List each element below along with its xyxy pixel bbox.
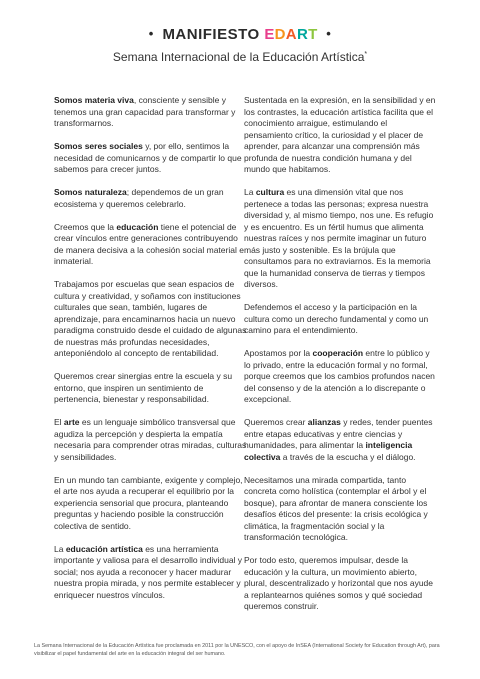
right-column: [244, 95, 438, 624]
emphasis-text: educación artística: [65, 543, 143, 554]
manifesto-paragraph: [244, 417, 438, 463]
subtitle: [0, 46, 480, 66]
logo-letter: A: [285, 26, 297, 43]
manifesto-paragraph: [54, 95, 248, 130]
title-line: [0, 24, 480, 45]
manifesto-header: [0, 24, 480, 66]
left-column: [54, 95, 248, 613]
paragraph-text: Por todo esto, queremos impulsar, desde la educación y la cultura, un movimiento abierto, plural, descentralizado y horizontal que nos ayude a replantearnos quiénes somos y qué sociedad queremos construir.: [244, 555, 434, 611]
manifesto-paragraph: [54, 222, 248, 268]
paragraph-text: Apostamos por la: [244, 348, 313, 358]
paragraph-text: En un mundo tan cambiante, exigente y complejo, el arte nos ayuda a recuperar el equilibrio por la experiencia sensorial que procura, planteando preguntas y haciendo posible la construcción colectiva de sentido.: [54, 474, 243, 531]
emphasis-text: inteligencia colectiva: [244, 440, 413, 462]
emphasis-text: cultura: [255, 187, 285, 197]
manifesto-paragraph: [54, 371, 248, 406]
logo-letter: D: [274, 26, 286, 43]
emphasis-text: Somos materia viva: [54, 95, 134, 105]
manifesto-paragraph: [244, 187, 438, 291]
paragraph-text: y redes, tender puentes entre etapas educativas y entre ciencias y humanidades, para alimentar la: [244, 417, 433, 450]
subtitle-asterisk: *: [364, 51, 368, 58]
footnote: La Semana Internacional de la Educación Artística fue proclamada en 2011 por la UNESCO, con el apoyo de InSEA (International Society for Education through Art), para visibilizar el papel fundamental del arte en la educación integral del ser humano.: [34, 643, 440, 657]
subtitle-text: Semana Internacional de la Educación Artística: [112, 50, 365, 64]
paragraph-text: ; dependemos de un gran ecosistema y queremos celebrarlo.: [54, 187, 224, 209]
edart-logo: [264, 25, 317, 45]
manifesto-paragraph: [244, 555, 438, 613]
manifesto-paragraph: [54, 187, 248, 210]
emphasis-text: Somos naturaleza: [54, 187, 127, 197]
title-dot-left: •: [148, 26, 154, 41]
paragraph-text: , consciente y sensible y tenemos una gran capacidad para transformar y transformarnos.: [54, 95, 236, 128]
logo-letter: R: [296, 26, 309, 43]
manifesto-paragraph: [54, 279, 248, 360]
paragraph-text: Creemos que la: [54, 221, 117, 232]
logo-letter: T: [308, 26, 318, 43]
paragraph-text: Sustentada en la expresión, en la sensibilidad y en los contrastes, la educación artística facilita que el conocimiento arraigue, estimulando el pensamiento crítico, la curiosidad y el placer de aprender, para alcanzar una comprensión más profunda de nuestra condición humana y del mundo que habitamos.: [244, 95, 436, 174]
emphasis-text: Somos seres sociales: [54, 141, 143, 151]
emphasis-text: alianzas: [307, 417, 341, 427]
emphasis-text: cooperación: [312, 348, 364, 358]
manifesto-paragraph: [244, 95, 438, 176]
paragraph-text: entre lo público y lo privado, entre la educación formal y no formal, porque creemos que los cambios profundos nacen del consenso y de la atención a lo discrepante o excepcional.: [244, 348, 435, 404]
paragraph-text: tiene el potencial de crear vínculos entre generaciones contribuyendo de manera decisiva a la cohesión social material e inmaterial.: [54, 221, 244, 266]
paragraph-text: El: [54, 417, 64, 427]
paragraph-text: La: [244, 187, 256, 197]
paragraph-text: Queremos crear sinergias entre la escuela y su entorno, que inspiren un sentimiento de pertenencia, bienestar y responsabilidad.: [54, 371, 233, 404]
emphasis-text: educación: [116, 221, 159, 232]
paragraph-text: Necesitamos una mirada compartida, tanto concreta como holística (contemplar el árbol y el bosque), para afrontar de manera consciente los desafíos éticos del presente: la crisis ecológica y climática, la fragmentación social y la transformación tecnológica.: [244, 474, 428, 542]
paragraph-text: es una dimensión vital que nos pertenece a todas las personas; expresa nuestra diversidad y, al mismo tiempo, nos une. Es refugio y es encuentro. Es un fértil humus que alimenta nuestras raíces y nos permite imaginar un futuro más justo y sostenible. Es la brújula que consultamos para no extraviarnos. Es la memoria que la humanidad conserva de tierras y tiempos diversos.: [244, 187, 434, 289]
manifesto-paragraph: [244, 302, 438, 337]
logo-letter: E: [264, 26, 275, 43]
manifesto-paragraph: [54, 475, 248, 533]
paragraph-text: es una herramienta importante y valiosa para el desarrollo individual y social; nos ayuda a reconocer y hacer madurar nuestra propia mirada, y nos permite establecer y enriquecer nuestros vínculos.: [54, 543, 243, 600]
manifesto-paragraph: [244, 475, 438, 544]
manifesto-paragraph: [54, 544, 248, 602]
paragraph-text: a través de la escucha y el diálogo.: [280, 451, 416, 462]
paragraph-text: Trabajamos por escuelas que sean espacios de cultura y creatividad, y soñamos con instituciones culturales que sean, también, lugares de aprendizaje, para encaminarnos hacia un nuevo paradigma construido desde el cuidado de algunas de nuestras más profundas necesidades, anteponiéndolo al concepto de rentabilidad.: [54, 279, 247, 358]
manifesto-title: MANIFIESTO: [162, 26, 260, 43]
manifesto-paragraph: [244, 348, 438, 406]
emphasis-text: arte: [63, 417, 80, 427]
paragraph-text: Defendemos el acceso y la participación en la cultura como un derecho fundamental y como un camino para el entendimiento.: [244, 302, 429, 335]
manifesto-paragraph: [54, 141, 248, 176]
manifesto-paragraph: [54, 417, 248, 463]
paragraph-text: La: [54, 543, 66, 554]
paragraph-text: y, por ello, sentimos la necesidad de comunicarnos y de compartir lo que sabemos para crecer juntos.: [54, 141, 242, 174]
paragraph-text: es un lenguaje simbólico transversal que agudiza la percepción y despierta la empatía necesaria para comprender otras miradas, culturas y sensibilidades.: [54, 417, 247, 462]
paragraph-text: Queremos crear: [244, 417, 308, 427]
title-dot-right: •: [326, 26, 332, 41]
